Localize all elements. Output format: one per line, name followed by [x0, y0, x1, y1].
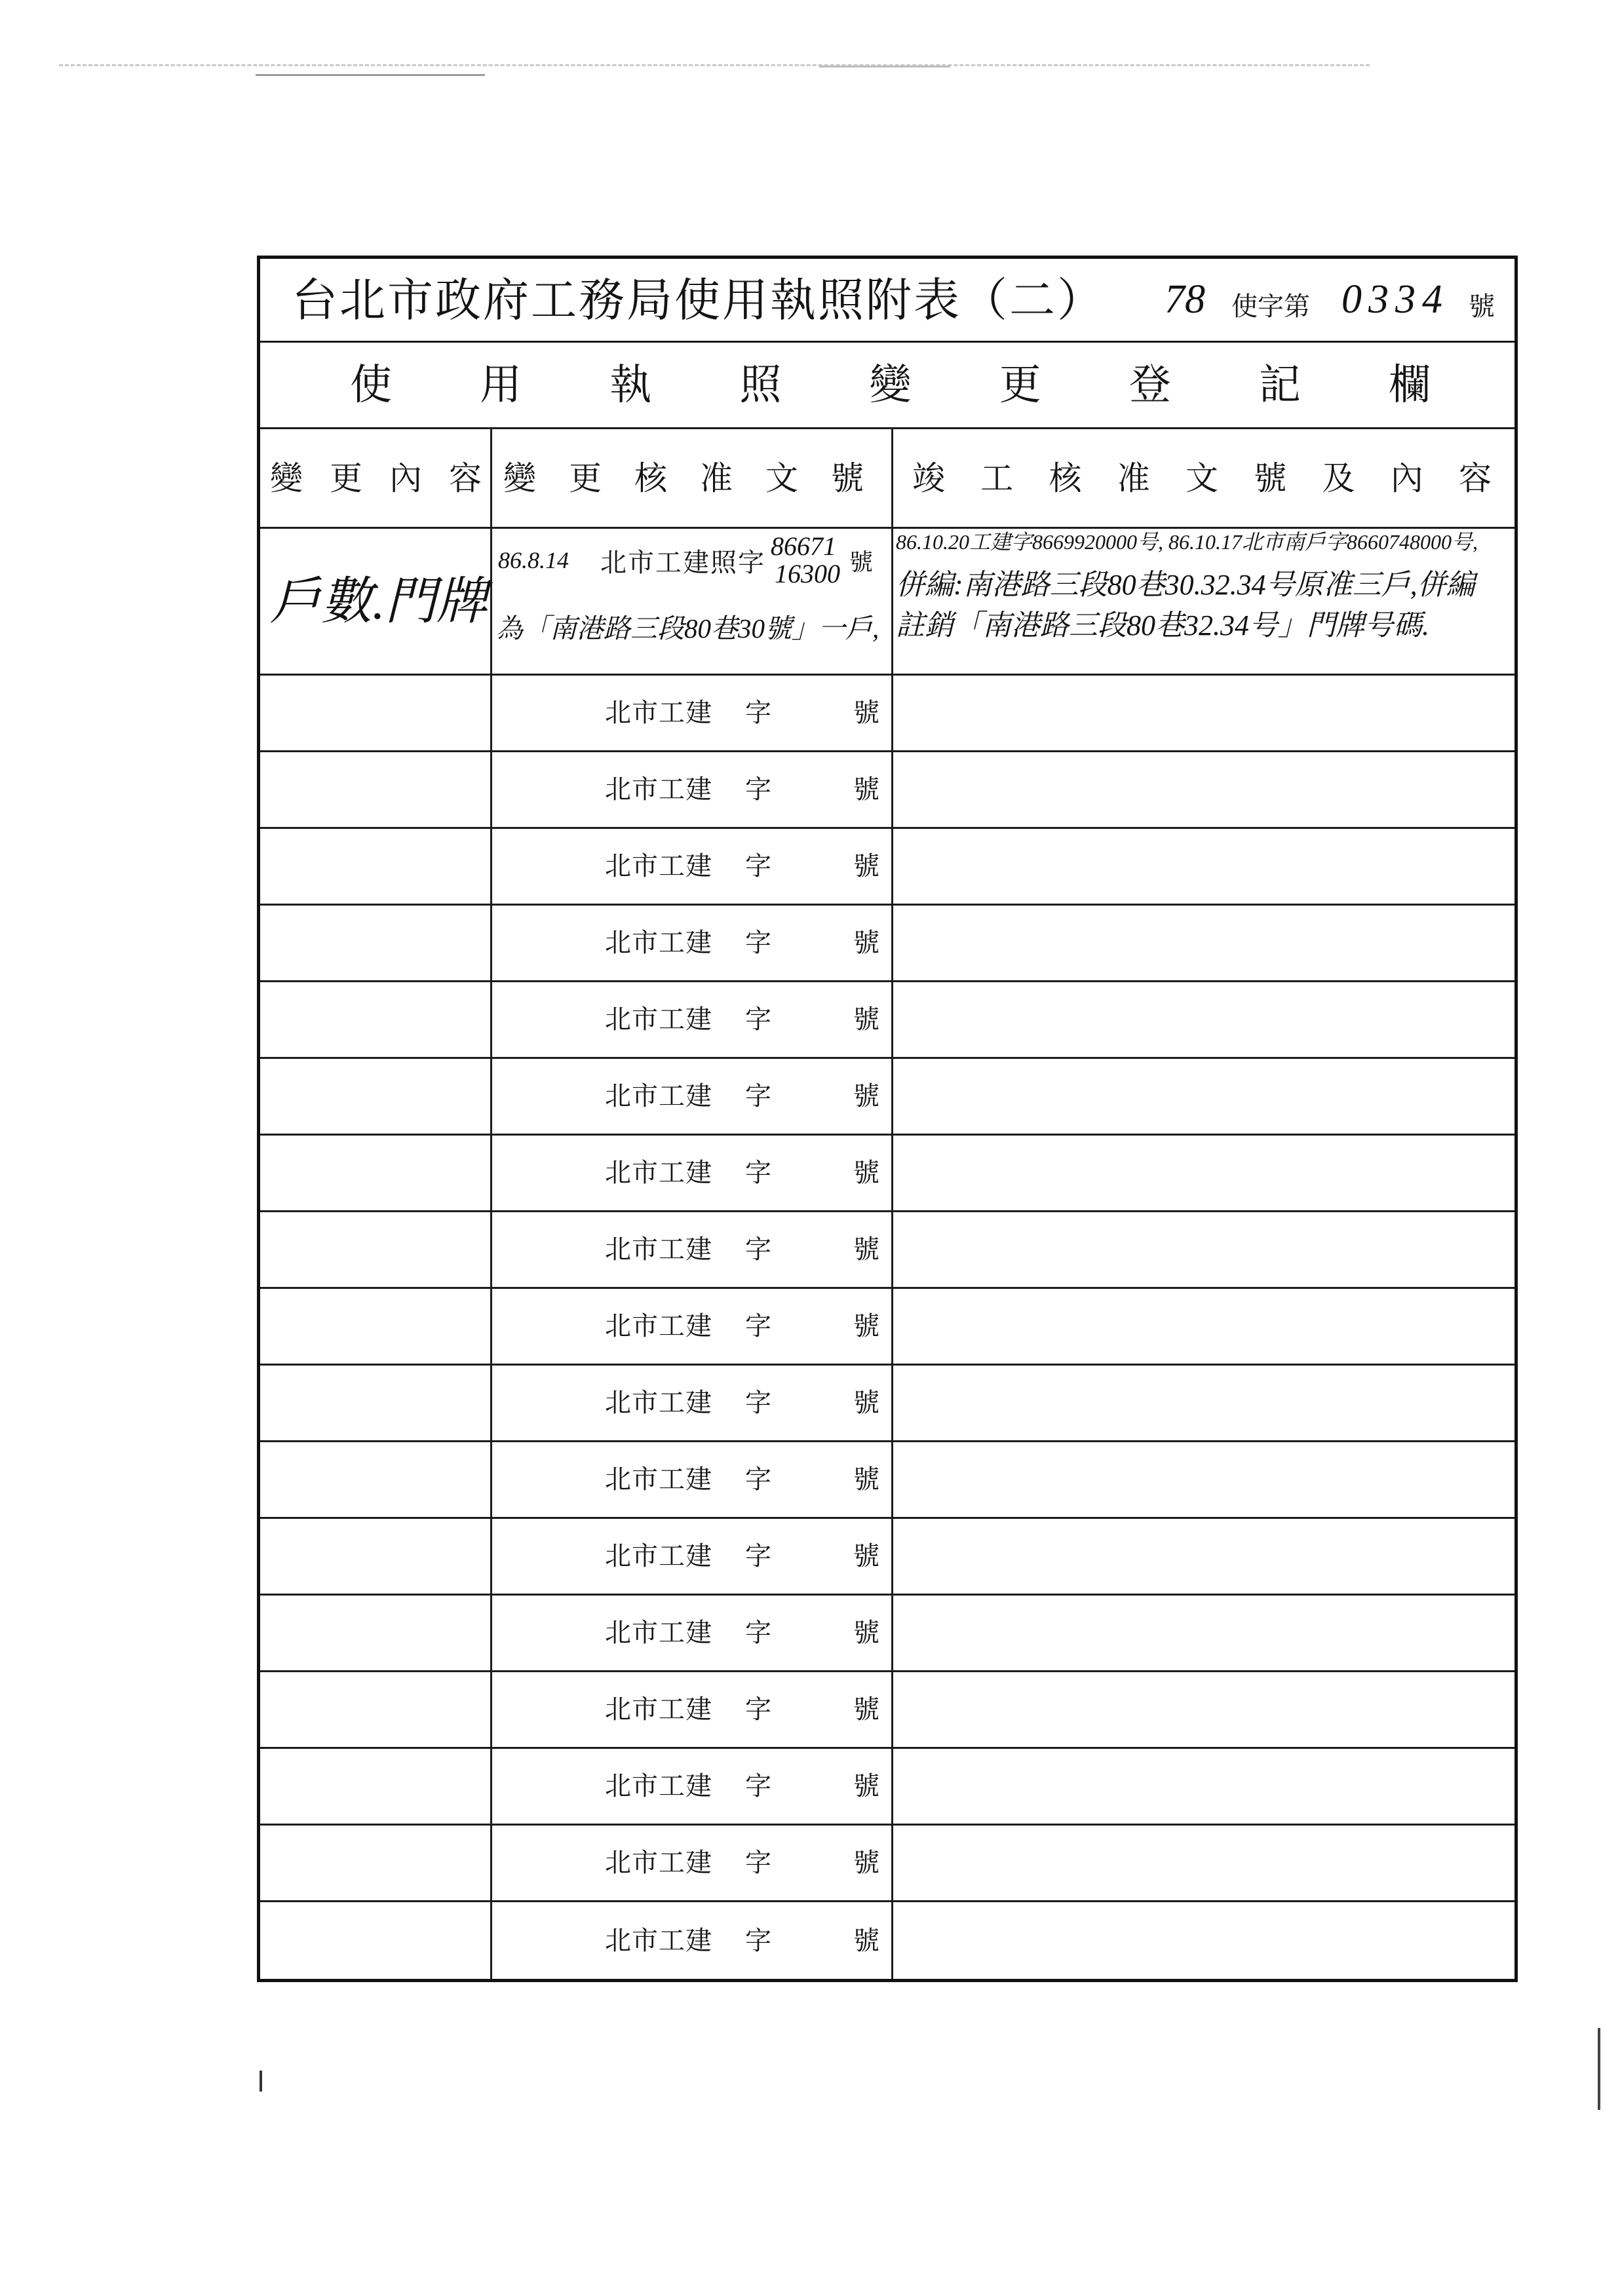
blank-approval-prefix: 北市工建	[605, 1464, 712, 1495]
blank-approval-cell	[490, 752, 891, 827]
entry-change-content-cell	[260, 529, 490, 674]
blank-approval-cell	[490, 1749, 891, 1824]
blank-approval-suffix: 號	[853, 1541, 879, 1571]
blank-approval-suffix: 號	[853, 928, 879, 958]
blank-row	[260, 752, 1514, 829]
blank-approval-suffix: 號	[853, 698, 879, 728]
blank-approval-mid: 字	[745, 775, 771, 805]
blank-approval-suffix: 號	[853, 1464, 879, 1495]
blank-row	[260, 906, 1514, 982]
blank-approval-cell	[490, 676, 891, 750]
blank-change-content-cell	[260, 1826, 490, 1900]
blank-approval-mid: 字	[745, 1081, 771, 1111]
header-completion-approval	[891, 429, 1514, 527]
blank-approval-suffix: 號	[853, 851, 879, 881]
blank-approval-mid: 字	[745, 1925, 771, 1956]
blank-change-content-cell	[260, 752, 490, 827]
entry-approval-cell	[490, 529, 891, 674]
license-number: 0334	[1341, 277, 1449, 322]
blank-change-content-cell	[260, 982, 490, 1057]
section-heading-row	[260, 343, 1514, 429]
blank-row	[260, 982, 1514, 1059]
blank-approval-suffix: 號	[853, 1848, 879, 1878]
blank-completion-cell	[891, 676, 1514, 750]
blank-approval-cell	[490, 906, 891, 980]
blank-row	[260, 829, 1514, 906]
blank-approval-prefix: 北市工建	[605, 1388, 712, 1418]
blank-approval-prefix: 北市工建	[605, 1925, 712, 1956]
scan-artifact-line	[819, 66, 950, 67]
approval-note: 為「南港路三段80巷30號」一戶,	[496, 613, 879, 643]
completion-line-3: 註銷「南港路三段80巷32.34号」門牌号碼.	[896, 609, 1429, 641]
blank-row	[260, 1289, 1514, 1366]
blank-completion-cell	[891, 906, 1514, 980]
blank-approval-suffix: 號	[853, 1004, 879, 1035]
blank-row	[260, 1902, 1514, 1979]
entry-row	[260, 529, 1514, 676]
blank-row	[260, 676, 1514, 752]
use-license-change-table	[257, 256, 1518, 1982]
blank-change-content-cell	[260, 1672, 490, 1747]
blank-change-content-cell	[260, 676, 490, 750]
form-title: 台北市政府工務局使用執照附表（二）	[292, 273, 1105, 327]
column-header-row	[260, 429, 1514, 529]
blank-approval-cell	[490, 1826, 891, 1900]
blank-row	[260, 1596, 1514, 1672]
blank-approval-suffix: 號	[853, 1158, 879, 1188]
license-word: 使字第	[1231, 292, 1310, 322]
blank-approval-prefix: 北市工建	[605, 1234, 712, 1265]
blank-approval-prefix: 北市工建	[605, 775, 712, 805]
blank-change-content-cell	[260, 1289, 490, 1364]
blank-completion-cell	[891, 1519, 1514, 1594]
blank-row	[260, 1442, 1514, 1519]
blank-approval-cell	[490, 1519, 891, 1594]
blank-approval-prefix: 北市工建	[605, 1694, 712, 1725]
blank-approval-suffix: 號	[853, 1311, 879, 1341]
blank-row	[260, 1826, 1514, 1902]
blank-completion-cell	[891, 1059, 1514, 1134]
blank-approval-cell	[490, 829, 891, 904]
blank-row	[260, 1672, 1514, 1749]
approval-number-top: 86671	[771, 531, 836, 561]
blank-approval-mid: 字	[745, 1311, 771, 1341]
blank-approval-prefix: 北市工建	[605, 1618, 712, 1648]
approval-number-bottom: 16300	[775, 559, 840, 588]
blank-approval-prefix: 北市工建	[605, 1771, 712, 1801]
blank-change-content-cell	[260, 1059, 490, 1134]
blank-approval-prefix: 北市工建	[605, 1311, 712, 1341]
title-row	[260, 259, 1514, 343]
entry-change-content: 戶數.門牌	[270, 572, 488, 630]
blank-completion-cell	[891, 1596, 1514, 1670]
blank-completion-cell	[891, 1672, 1514, 1747]
blank-change-content-cell	[260, 1366, 490, 1440]
blank-completion-cell	[891, 1212, 1514, 1287]
blank-row	[260, 1136, 1514, 1212]
blank-change-content-cell	[260, 1212, 490, 1287]
header-change-content-label: 變更內容	[270, 459, 482, 497]
approval-suffix: 號	[849, 548, 874, 576]
blank-approval-prefix: 北市工建	[605, 1541, 712, 1571]
blank-approval-mid: 字	[745, 1388, 771, 1418]
blank-approval-mid: 字	[745, 1004, 771, 1035]
completion-line-1: 86.10.20工建字8669920000号, 86.10.17北市南戶字8660748000号,	[896, 530, 1478, 554]
blank-approval-prefix: 北市工建	[605, 1848, 712, 1878]
header-change-approval-label: 變更核准文號	[503, 459, 864, 497]
blank-approval-mid: 字	[745, 1848, 771, 1878]
approval-prefix: 北市工建照字	[600, 547, 765, 578]
blank-approval-cell	[490, 1596, 891, 1670]
blank-approval-cell	[490, 1366, 891, 1440]
license-number-block	[1165, 259, 1495, 341]
blank-change-content-cell	[260, 1749, 490, 1824]
completion-line-2: 併編:南港路三段80巷30.32.34号原准三戶,併編	[896, 569, 1475, 601]
blank-completion-cell	[891, 982, 1514, 1057]
blank-approval-mid: 字	[745, 1234, 771, 1265]
blank-completion-cell	[891, 1366, 1514, 1440]
blank-approval-suffix: 號	[853, 775, 879, 805]
blank-approval-prefix: 北市工建	[605, 1158, 712, 1188]
blank-approval-cell	[490, 1442, 891, 1517]
blank-approval-cell	[490, 1672, 891, 1747]
blank-approval-mid: 字	[745, 1158, 771, 1188]
blank-row	[260, 1519, 1514, 1596]
blank-approval-mid: 字	[745, 1694, 771, 1725]
blank-approval-cell	[490, 1902, 891, 1979]
section-heading: 使用執照變更登記欄	[350, 360, 1431, 410]
blank-completion-cell	[891, 829, 1514, 904]
license-year: 78	[1165, 277, 1205, 322]
blank-change-content-cell	[260, 906, 490, 980]
blank-change-content-cell	[260, 829, 490, 904]
blank-completion-cell	[891, 1442, 1514, 1517]
approval-line	[498, 533, 873, 588]
blank-approval-prefix: 北市工建	[605, 698, 712, 728]
blank-completion-cell	[891, 752, 1514, 827]
blank-row	[260, 1212, 1514, 1289]
scan-artifact-edge-line	[1598, 2028, 1600, 2110]
blank-approval-mid: 字	[745, 1541, 771, 1571]
scan-artifact-line	[256, 74, 485, 76]
blank-approval-suffix: 號	[853, 1081, 879, 1111]
blank-change-content-cell	[260, 1519, 490, 1594]
blank-row	[260, 1366, 1514, 1442]
blank-approval-prefix: 北市工建	[605, 851, 712, 881]
entry-completion-cell	[891, 529, 1514, 674]
blank-approval-mid: 字	[745, 1464, 771, 1495]
scan-artifact-tick	[260, 2071, 262, 2092]
license-suffix: 號	[1469, 292, 1495, 322]
blank-approval-suffix: 號	[853, 1694, 879, 1725]
blank-change-content-cell	[260, 1136, 490, 1210]
blank-approval-cell	[490, 1212, 891, 1287]
blank-row	[260, 1059, 1514, 1136]
blank-completion-cell	[891, 1826, 1514, 1900]
blank-approval-cell	[490, 982, 891, 1057]
blank-completion-cell	[891, 1749, 1514, 1824]
blank-approval-suffix: 號	[853, 1925, 879, 1956]
approval-date: 86.8.14	[498, 547, 569, 573]
blank-approval-prefix: 北市工建	[605, 1081, 712, 1111]
blank-approval-prefix: 北市工建	[605, 928, 712, 958]
blank-approval-mid: 字	[745, 928, 771, 958]
blank-approval-cell	[490, 1289, 891, 1364]
blank-completion-cell	[891, 1136, 1514, 1210]
blank-approval-suffix: 號	[853, 1771, 879, 1801]
blank-approval-mid: 字	[745, 851, 771, 881]
blank-approval-mid: 字	[745, 1618, 771, 1648]
blank-approval-mid: 字	[745, 698, 771, 728]
scan-artifact-dashes	[59, 64, 1370, 66]
approval-number-stack	[771, 533, 840, 588]
blank-change-content-cell	[260, 1442, 490, 1517]
blank-completion-cell	[891, 1902, 1514, 1979]
blank-approval-cell	[490, 1059, 891, 1134]
blank-change-content-cell	[260, 1902, 490, 1979]
blank-approval-cell	[490, 1136, 891, 1210]
header-completion-approval-label: 竣工核准文號及內容	[912, 459, 1492, 497]
header-change-approval	[490, 429, 891, 527]
blank-approval-mid: 字	[745, 1771, 771, 1801]
blank-approval-prefix: 北市工建	[605, 1004, 712, 1035]
blank-approval-suffix: 號	[853, 1388, 879, 1418]
blank-change-content-cell	[260, 1596, 490, 1670]
blank-row	[260, 1749, 1514, 1826]
blank-approval-suffix: 號	[853, 1234, 879, 1265]
header-change-content	[260, 429, 490, 527]
blank-approval-suffix: 號	[853, 1618, 879, 1648]
blank-completion-cell	[891, 1289, 1514, 1364]
